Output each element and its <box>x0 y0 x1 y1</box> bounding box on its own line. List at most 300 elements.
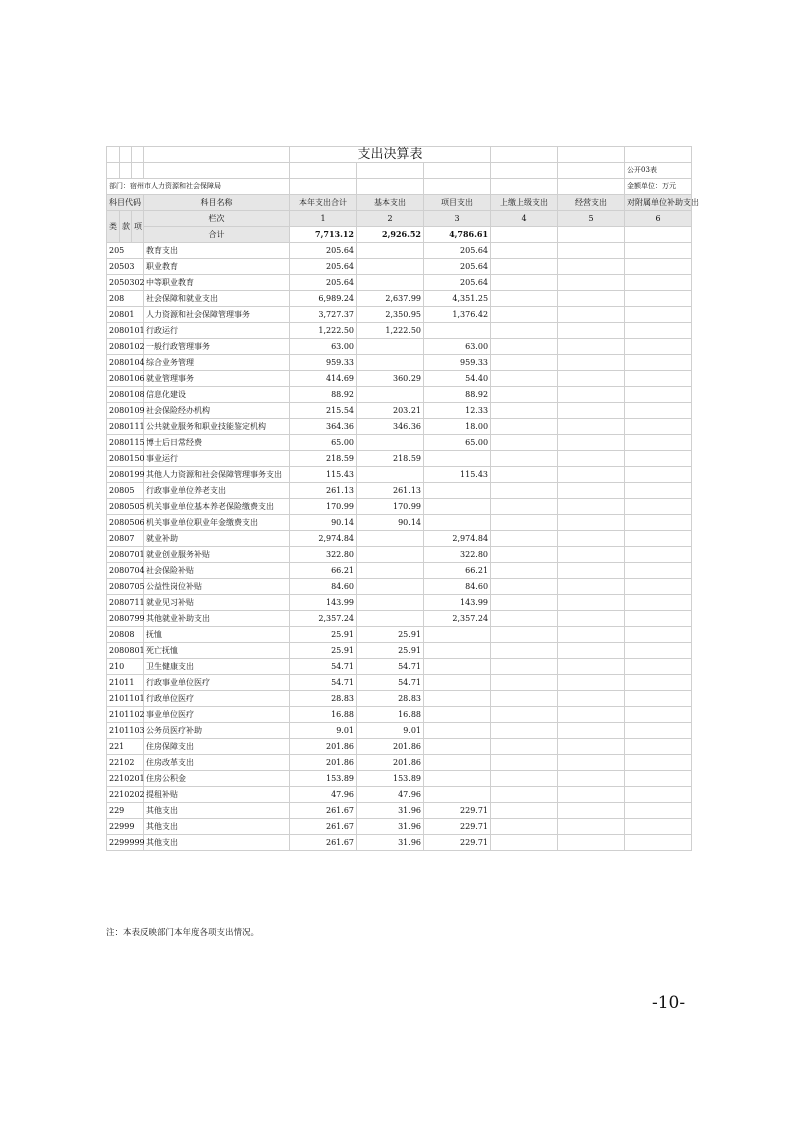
row-c3 <box>424 627 491 643</box>
row-c5 <box>558 691 625 707</box>
row-code: 2101101 <box>107 691 144 707</box>
table-row <box>107 755 692 771</box>
row-c2 <box>357 563 424 579</box>
row-name: 信息化建设 <box>144 387 290 403</box>
row-c2: 90.14 <box>357 515 424 531</box>
row-c3 <box>424 739 491 755</box>
row-c6 <box>625 307 692 323</box>
header-c3: 项目支出 <box>424 195 491 211</box>
row-name: 公益性岗位补贴 <box>144 579 290 595</box>
table-row <box>107 643 692 659</box>
row-c5 <box>558 771 625 787</box>
row-c6 <box>625 403 692 419</box>
row-c3: 88.92 <box>424 387 491 403</box>
row-c3: 959.33 <box>424 355 491 371</box>
row-code: 2101103 <box>107 723 144 739</box>
table-row <box>107 787 692 803</box>
row-c3: 205.64 <box>424 259 491 275</box>
row-c4 <box>491 483 558 499</box>
row-c6 <box>625 707 692 723</box>
table-title: 支出决算表 <box>290 147 491 163</box>
row-c6 <box>625 739 692 755</box>
table-row <box>107 323 692 339</box>
table-row <box>107 707 692 723</box>
table-row <box>107 515 692 531</box>
row-c2: 16.88 <box>357 707 424 723</box>
row-c3: 54.40 <box>424 371 491 387</box>
table-row <box>107 835 692 851</box>
row-c1: 205.64 <box>290 259 357 275</box>
row-c3 <box>424 771 491 787</box>
table-row <box>107 771 692 787</box>
row-c4 <box>491 595 558 611</box>
row-c4 <box>491 403 558 419</box>
row-c4 <box>491 643 558 659</box>
row-name: 人力资源和社会保障管理事务 <box>144 307 290 323</box>
row-name: 教育支出 <box>144 243 290 259</box>
row-c4 <box>491 563 558 579</box>
row-code: 2080106 <box>107 371 144 387</box>
row-c2: 25.91 <box>357 627 424 643</box>
header-row <box>107 195 692 211</box>
department-label: 部门：宿州市人力资源和社会保障局 <box>107 179 290 195</box>
row-c6 <box>625 675 692 691</box>
row-c6 <box>625 419 692 435</box>
row-name: 住房改革支出 <box>144 755 290 771</box>
row-c4 <box>491 387 558 403</box>
row-c5 <box>558 371 625 387</box>
table-row <box>107 531 692 547</box>
row-c3: 229.71 <box>424 835 491 851</box>
row-c5 <box>558 707 625 723</box>
row-name: 住房公积金 <box>144 771 290 787</box>
row-c5 <box>558 803 625 819</box>
row-c1: 218.59 <box>290 451 357 467</box>
row-c1: 63.00 <box>290 339 357 355</box>
row-c2: 2,637.99 <box>357 291 424 307</box>
table-row <box>107 819 692 835</box>
index-6: 6 <box>625 211 692 227</box>
row-name: 就业管理事务 <box>144 371 290 387</box>
row-name: 事业运行 <box>144 451 290 467</box>
row-c6 <box>625 243 692 259</box>
row-c4 <box>491 435 558 451</box>
row-c5 <box>558 515 625 531</box>
row-c2: 201.86 <box>357 755 424 771</box>
row-c5 <box>558 499 625 515</box>
row-c5 <box>558 387 625 403</box>
row-c5 <box>558 259 625 275</box>
table-row <box>107 723 692 739</box>
row-name: 社会保险补贴 <box>144 563 290 579</box>
row-c1: 84.60 <box>290 579 357 595</box>
expenditure-sheet <box>106 146 700 851</box>
row-code: 2080704 <box>107 563 144 579</box>
row-name: 抚恤 <box>144 627 290 643</box>
row-c6 <box>625 467 692 483</box>
table-row <box>107 387 692 403</box>
table-row <box>107 435 692 451</box>
row-c5 <box>558 483 625 499</box>
row-c4 <box>491 707 558 723</box>
row-name: 职业教育 <box>144 259 290 275</box>
row-name: 综合业务管理 <box>144 355 290 371</box>
row-code: 2210201 <box>107 771 144 787</box>
header-c4: 上缴上级支出 <box>491 195 558 211</box>
index-kuan: 款 <box>120 211 132 243</box>
row-c2: 360.29 <box>357 371 424 387</box>
row-c3 <box>424 323 491 339</box>
row-name: 死亡抚恤 <box>144 643 290 659</box>
row-code: 2080108 <box>107 387 144 403</box>
row-c6 <box>625 515 692 531</box>
row-code: 22999 <box>107 819 144 835</box>
table-row <box>107 547 692 563</box>
row-c6 <box>625 435 692 451</box>
total-c1: 7,713.12 <box>290 227 357 243</box>
row-c4 <box>491 531 558 547</box>
total-c2: 2,926.52 <box>357 227 424 243</box>
row-c6 <box>625 387 692 403</box>
row-c2: 54.71 <box>357 675 424 691</box>
index-4: 4 <box>491 211 558 227</box>
row-c4 <box>491 515 558 531</box>
row-c6 <box>625 611 692 627</box>
row-c2 <box>357 243 424 259</box>
row-c3 <box>424 499 491 515</box>
row-c4 <box>491 243 558 259</box>
row-c1: 364.36 <box>290 419 357 435</box>
row-c5 <box>558 755 625 771</box>
row-c5 <box>558 643 625 659</box>
row-c3 <box>424 755 491 771</box>
row-c2: 25.91 <box>357 643 424 659</box>
row-name: 公共就业服务和职业技能鉴定机构 <box>144 419 290 435</box>
row-c3: 12.33 <box>424 403 491 419</box>
row-code: 2080506 <box>107 515 144 531</box>
table-row <box>107 659 692 675</box>
row-c1: 25.91 <box>290 627 357 643</box>
row-c4 <box>491 819 558 835</box>
row-c5 <box>558 563 625 579</box>
table-row <box>107 595 692 611</box>
row-code: 20503 <box>107 259 144 275</box>
row-c2 <box>357 275 424 291</box>
row-c1: 1,222.50 <box>290 323 357 339</box>
table-row <box>107 259 692 275</box>
table-row <box>107 275 692 291</box>
row-code: 2080711 <box>107 595 144 611</box>
row-c3 <box>424 707 491 723</box>
row-c2: 218.59 <box>357 451 424 467</box>
row-code: 2080102 <box>107 339 144 355</box>
row-c6 <box>625 819 692 835</box>
row-name: 博士后日常经费 <box>144 435 290 451</box>
row-c2: 9.01 <box>357 723 424 739</box>
row-c6 <box>625 499 692 515</box>
row-c5 <box>558 291 625 307</box>
row-c3: 143.99 <box>424 595 491 611</box>
row-c3 <box>424 515 491 531</box>
row-c4 <box>491 691 558 707</box>
row-name: 社会保险经办机构 <box>144 403 290 419</box>
row-c6 <box>625 659 692 675</box>
table-row <box>107 403 692 419</box>
row-c6 <box>625 275 692 291</box>
row-c3: 2,357.24 <box>424 611 491 627</box>
row-c3 <box>424 483 491 499</box>
row-c2 <box>357 611 424 627</box>
row-c3: 115.43 <box>424 467 491 483</box>
table-row <box>107 355 692 371</box>
row-name: 行政运行 <box>144 323 290 339</box>
row-c5 <box>558 339 625 355</box>
index-3: 3 <box>424 211 491 227</box>
row-c3: 229.71 <box>424 803 491 819</box>
row-name: 一般行政管理事务 <box>144 339 290 355</box>
row-c1: 153.89 <box>290 771 357 787</box>
row-name: 其他支出 <box>144 835 290 851</box>
unit-label: 金额单位：万元 <box>625 179 692 195</box>
row-name: 其他就业补助支出 <box>144 611 290 627</box>
row-c3 <box>424 451 491 467</box>
row-c5 <box>558 403 625 419</box>
row-c5 <box>558 531 625 547</box>
row-c1: 6,989.24 <box>290 291 357 307</box>
table-row <box>107 627 692 643</box>
row-c4 <box>491 723 558 739</box>
row-c3: 66.21 <box>424 563 491 579</box>
row-code: 2050302 <box>107 275 144 291</box>
row-code: 2210202 <box>107 787 144 803</box>
row-c3: 63.00 <box>424 339 491 355</box>
row-c5 <box>558 835 625 851</box>
row-c4 <box>491 579 558 595</box>
row-c1: 205.64 <box>290 275 357 291</box>
row-c4 <box>491 323 558 339</box>
row-c3: 229.71 <box>424 819 491 835</box>
row-c6 <box>625 291 692 307</box>
row-code: 210 <box>107 659 144 675</box>
row-c1: 322.80 <box>290 547 357 563</box>
row-c5 <box>558 451 625 467</box>
row-name: 就业创业服务补贴 <box>144 547 290 563</box>
table-row <box>107 451 692 467</box>
index-xiang: 项 <box>132 211 144 243</box>
row-name: 卫生健康支出 <box>144 659 290 675</box>
index-label: 栏次 <box>144 211 290 227</box>
table-row <box>107 579 692 595</box>
row-c2 <box>357 355 424 371</box>
row-c5 <box>558 419 625 435</box>
row-c2: 31.96 <box>357 803 424 819</box>
row-code: 2080799 <box>107 611 144 627</box>
row-c6 <box>625 723 692 739</box>
row-c6 <box>625 259 692 275</box>
row-c2 <box>357 467 424 483</box>
row-name: 中等职业教育 <box>144 275 290 291</box>
table-row <box>107 371 692 387</box>
row-c1: 9.01 <box>290 723 357 739</box>
row-code: 2080199 <box>107 467 144 483</box>
row-code: 2080115 <box>107 435 144 451</box>
row-code: 2080705 <box>107 579 144 595</box>
row-c6 <box>625 643 692 659</box>
table-row <box>107 467 692 483</box>
row-code: 2080101 <box>107 323 144 339</box>
index-1: 1 <box>290 211 357 227</box>
row-c2 <box>357 531 424 547</box>
row-c4 <box>491 755 558 771</box>
row-c2 <box>357 387 424 403</box>
row-c4 <box>491 451 558 467</box>
row-c5 <box>558 819 625 835</box>
row-name: 住房保障支出 <box>144 739 290 755</box>
row-c6 <box>625 579 692 595</box>
header-code: 科目代码 <box>107 195 144 211</box>
table-row <box>107 243 692 259</box>
row-c6 <box>625 531 692 547</box>
total-label: 合计 <box>144 227 290 243</box>
row-c1: 959.33 <box>290 355 357 371</box>
table-row <box>107 291 692 307</box>
row-c4 <box>491 419 558 435</box>
row-c4 <box>491 659 558 675</box>
row-c1: 215.54 <box>290 403 357 419</box>
row-c2: 261.13 <box>357 483 424 499</box>
row-name: 其他支出 <box>144 819 290 835</box>
row-c2: 346.36 <box>357 419 424 435</box>
row-c2: 1,222.50 <box>357 323 424 339</box>
row-c5 <box>558 323 625 339</box>
table-row <box>107 483 692 499</box>
row-c1: 16.88 <box>290 707 357 723</box>
row-c4 <box>491 339 558 355</box>
row-c3 <box>424 723 491 739</box>
row-c2 <box>357 259 424 275</box>
row-name: 行政事业单位医疗 <box>144 675 290 691</box>
page-number: -10- <box>652 993 686 1013</box>
row-c3 <box>424 691 491 707</box>
row-c4 <box>491 355 558 371</box>
row-c4 <box>491 611 558 627</box>
row-name: 社会保障和就业支出 <box>144 291 290 307</box>
row-code: 20808 <box>107 627 144 643</box>
row-c2: 54.71 <box>357 659 424 675</box>
row-c5 <box>558 659 625 675</box>
expenditure-table <box>106 146 700 851</box>
row-c1: 261.67 <box>290 803 357 819</box>
index-lei: 类 <box>107 211 120 243</box>
row-c2: 201.86 <box>357 739 424 755</box>
row-c5 <box>558 435 625 451</box>
row-c5 <box>558 675 625 691</box>
row-c3: 4,351.25 <box>424 291 491 307</box>
row-c4 <box>491 307 558 323</box>
row-c2 <box>357 579 424 595</box>
row-c1: 414.69 <box>290 371 357 387</box>
row-c3: 2,974.84 <box>424 531 491 547</box>
row-name: 就业补助 <box>144 531 290 547</box>
total-c3: 4,786.61 <box>424 227 491 243</box>
row-c2: 47.96 <box>357 787 424 803</box>
row-code: 22102 <box>107 755 144 771</box>
row-code: 20807 <box>107 531 144 547</box>
header-c2: 基本支出 <box>357 195 424 211</box>
row-c4 <box>491 467 558 483</box>
row-c4 <box>491 787 558 803</box>
row-c2: 31.96 <box>357 835 424 851</box>
row-c2 <box>357 547 424 563</box>
row-c2: 28.83 <box>357 691 424 707</box>
row-c4 <box>491 499 558 515</box>
row-c4 <box>491 627 558 643</box>
row-c1: 170.99 <box>290 499 357 515</box>
row-c6 <box>625 339 692 355</box>
row-c2: 2,350.95 <box>357 307 424 323</box>
header-c5: 经营支出 <box>558 195 625 211</box>
row-c6 <box>625 563 692 579</box>
row-code: 2080150 <box>107 451 144 467</box>
table-row <box>107 739 692 755</box>
row-name: 机关事业单位职业年金缴费支出 <box>144 515 290 531</box>
row-c1: 261.67 <box>290 835 357 851</box>
index-row <box>107 211 692 227</box>
row-c4 <box>491 739 558 755</box>
table-row <box>107 675 692 691</box>
row-c1: 2,974.84 <box>290 531 357 547</box>
row-c4 <box>491 835 558 851</box>
row-c1: 54.71 <box>290 675 357 691</box>
row-c6 <box>625 755 692 771</box>
total-row <box>107 227 692 243</box>
row-code: 20805 <box>107 483 144 499</box>
row-c1: 54.71 <box>290 659 357 675</box>
table-row <box>107 307 692 323</box>
row-c1: 28.83 <box>290 691 357 707</box>
table-note: 注：本表反映部门本年度各项支出情况。 <box>106 928 260 938</box>
table-row <box>107 339 692 355</box>
row-c6 <box>625 451 692 467</box>
row-c1: 66.21 <box>290 563 357 579</box>
row-c2: 153.89 <box>357 771 424 787</box>
row-code: 229 <box>107 803 144 819</box>
row-c5 <box>558 547 625 563</box>
row-c1: 65.00 <box>290 435 357 451</box>
row-c1: 88.92 <box>290 387 357 403</box>
row-c6 <box>625 371 692 387</box>
row-c2 <box>357 339 424 355</box>
row-c1: 261.67 <box>290 819 357 835</box>
row-name: 行政事业单位养老支出 <box>144 483 290 499</box>
row-c1: 3,727.37 <box>290 307 357 323</box>
row-code: 2080109 <box>107 403 144 419</box>
row-c5 <box>558 787 625 803</box>
table-row <box>107 611 692 627</box>
row-c3 <box>424 787 491 803</box>
row-name: 提租补贴 <box>144 787 290 803</box>
row-c2 <box>357 435 424 451</box>
row-c3 <box>424 643 491 659</box>
row-c6 <box>625 691 692 707</box>
row-c6 <box>625 803 692 819</box>
row-c5 <box>558 723 625 739</box>
row-c3: 18.00 <box>424 419 491 435</box>
row-c3: 205.64 <box>424 243 491 259</box>
row-c1: 205.64 <box>290 243 357 259</box>
row-code: 2080801 <box>107 643 144 659</box>
row-code: 208 <box>107 291 144 307</box>
